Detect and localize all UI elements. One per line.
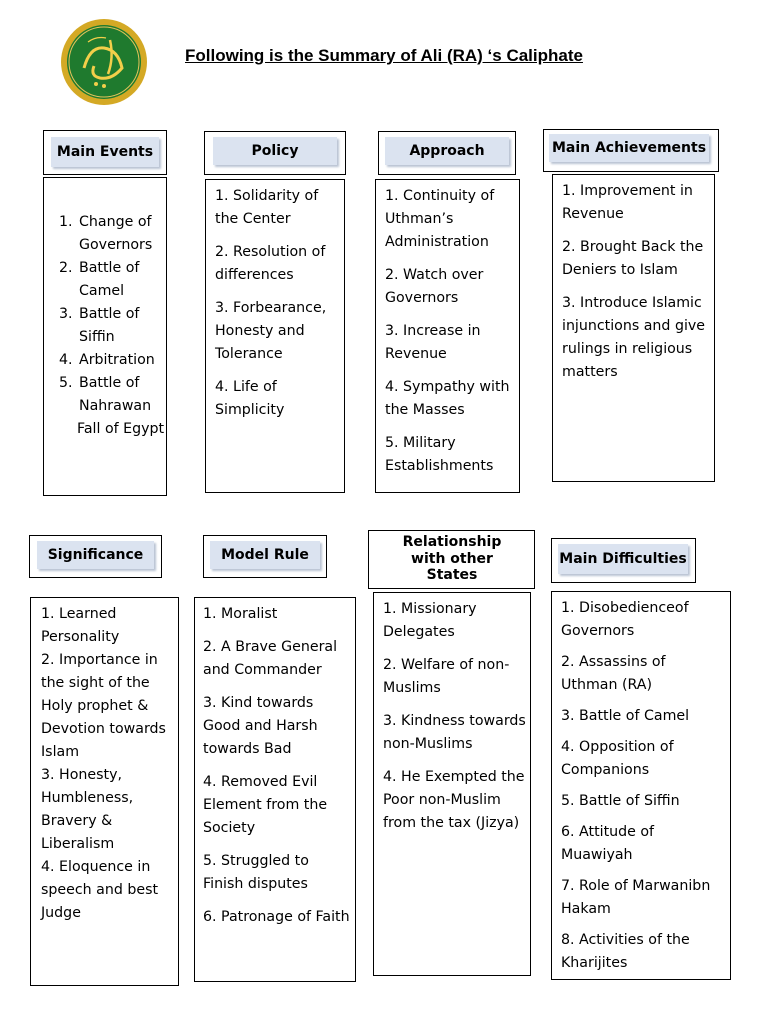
significance-list-box [30,597,179,986]
list-item: 6. Patronage of Faith [203,909,350,925]
list-item: 4. Removed Evil Element from the Society [203,774,328,836]
list-item: 3. Introduce Islamic injunctions and give rulings in religious matters [562,295,706,380]
main-difficulties-heading: Main Difficulties [558,544,688,574]
list-item: 2. Importance in the sight of the Holy prophet & Devotion towards Islam [41,652,166,760]
list-item: 1. Learned Personality [41,606,120,645]
main-difficulties-header-box [551,538,696,583]
model-rule-list-box [194,597,356,982]
list-item: 5. Battle of Nahrawan [77,372,166,418]
list-item: 3. Battle of Siffin [77,303,166,349]
main-achievements-heading: Main Achievements [549,134,709,162]
page-title: Following is the Summary of Ali (RA) ‘s Caliphate [185,46,583,65]
approach-heading: Approach [385,137,509,165]
list-item: 4. Eloquence in speech and best Judge [41,859,159,921]
list-item: 3. Battle of Camel [561,708,690,724]
list-item: 8. Activities of the Kharijites [561,932,690,971]
list-item: 5. Struggled to Finish disputes [203,853,309,892]
main-events-heading: Main Events [51,137,159,167]
main-events-header-box [43,130,167,175]
main-difficulties-list-box [551,591,731,980]
list-item: 2. Battle of Camel [77,257,166,303]
list-item: 1. Missionary Delegates [383,601,477,640]
significance-heading: Significance [37,541,154,569]
main-events-list [44,211,166,418]
list-item: 2. Assassins of Uthman (RA) [561,654,666,693]
list-item: 4. He Exempted the Poor non-Muslim from the tax (Jizya) [383,769,525,831]
list-item: 1. Disobedienceof Governors [561,600,689,639]
policy-header-box [204,131,346,175]
list-item: 2. Brought Back the Deniers to Islam [562,239,704,278]
list-item: 3. Kindness towards non-Muslims [383,713,526,752]
list-item: 1. Solidarity of the Center [215,188,319,227]
approach-header-box [378,131,516,175]
list-item: 3. Increase in Revenue [385,323,481,362]
relationship-header-box [368,530,535,589]
list-item: 3. Honesty, Humbleness, Bravery & Liberalism [41,767,134,852]
model-rule-heading: Model Rule [210,541,320,569]
list-item: 2. Welfare of non-Muslims [383,657,510,696]
policy-list-box [205,179,345,493]
main-achievements-list-box [552,174,715,482]
main-events-list-box [43,177,167,496]
list-item: 2. A Brave General and Commander [203,639,338,678]
list-item: 1. Improvement in Revenue [562,183,693,222]
list-item: 2. Watch over Governors [385,267,484,306]
ali-calligraphy-logo [60,18,148,106]
list-item: 1. Moralist [203,606,278,622]
list-item: 3. Kind towards Good and Harsh towards Bad [203,695,318,757]
list-item: 7. Role of Marwanibn Hakam [561,878,711,917]
list-item: 4. Arbitration [77,349,166,372]
approach-list-box [375,179,520,493]
list-item: 5. Military Establishments [385,435,494,474]
policy-heading: Policy [213,137,337,165]
list-item: 4. Opposition of Companions [561,739,674,778]
main-achievements-header-box [543,129,719,172]
list-item: 1. Continuity of Uthman’s Administration [385,188,495,250]
list-item: 4. Sympathy with the Masses [385,379,510,418]
list-item: 1. Change of Governors [77,211,166,257]
list-item: 6. Attitude of Muawiyah [561,824,655,863]
list-item: 4. Life of Simplicity [215,379,285,418]
list-item: 5. Battle of Siffin [561,793,680,809]
list-item: 3. Forbearance, Honesty and Tolerance [215,300,327,362]
relationship-heading: Relationship with other States [377,534,527,584]
list-item-extra: Fall of Egypt [77,421,165,437]
list-item: 2. Resolution of differences [215,244,326,283]
model-rule-header-box [203,535,327,578]
relationship-list-box [373,592,531,976]
significance-header-box [29,535,162,578]
